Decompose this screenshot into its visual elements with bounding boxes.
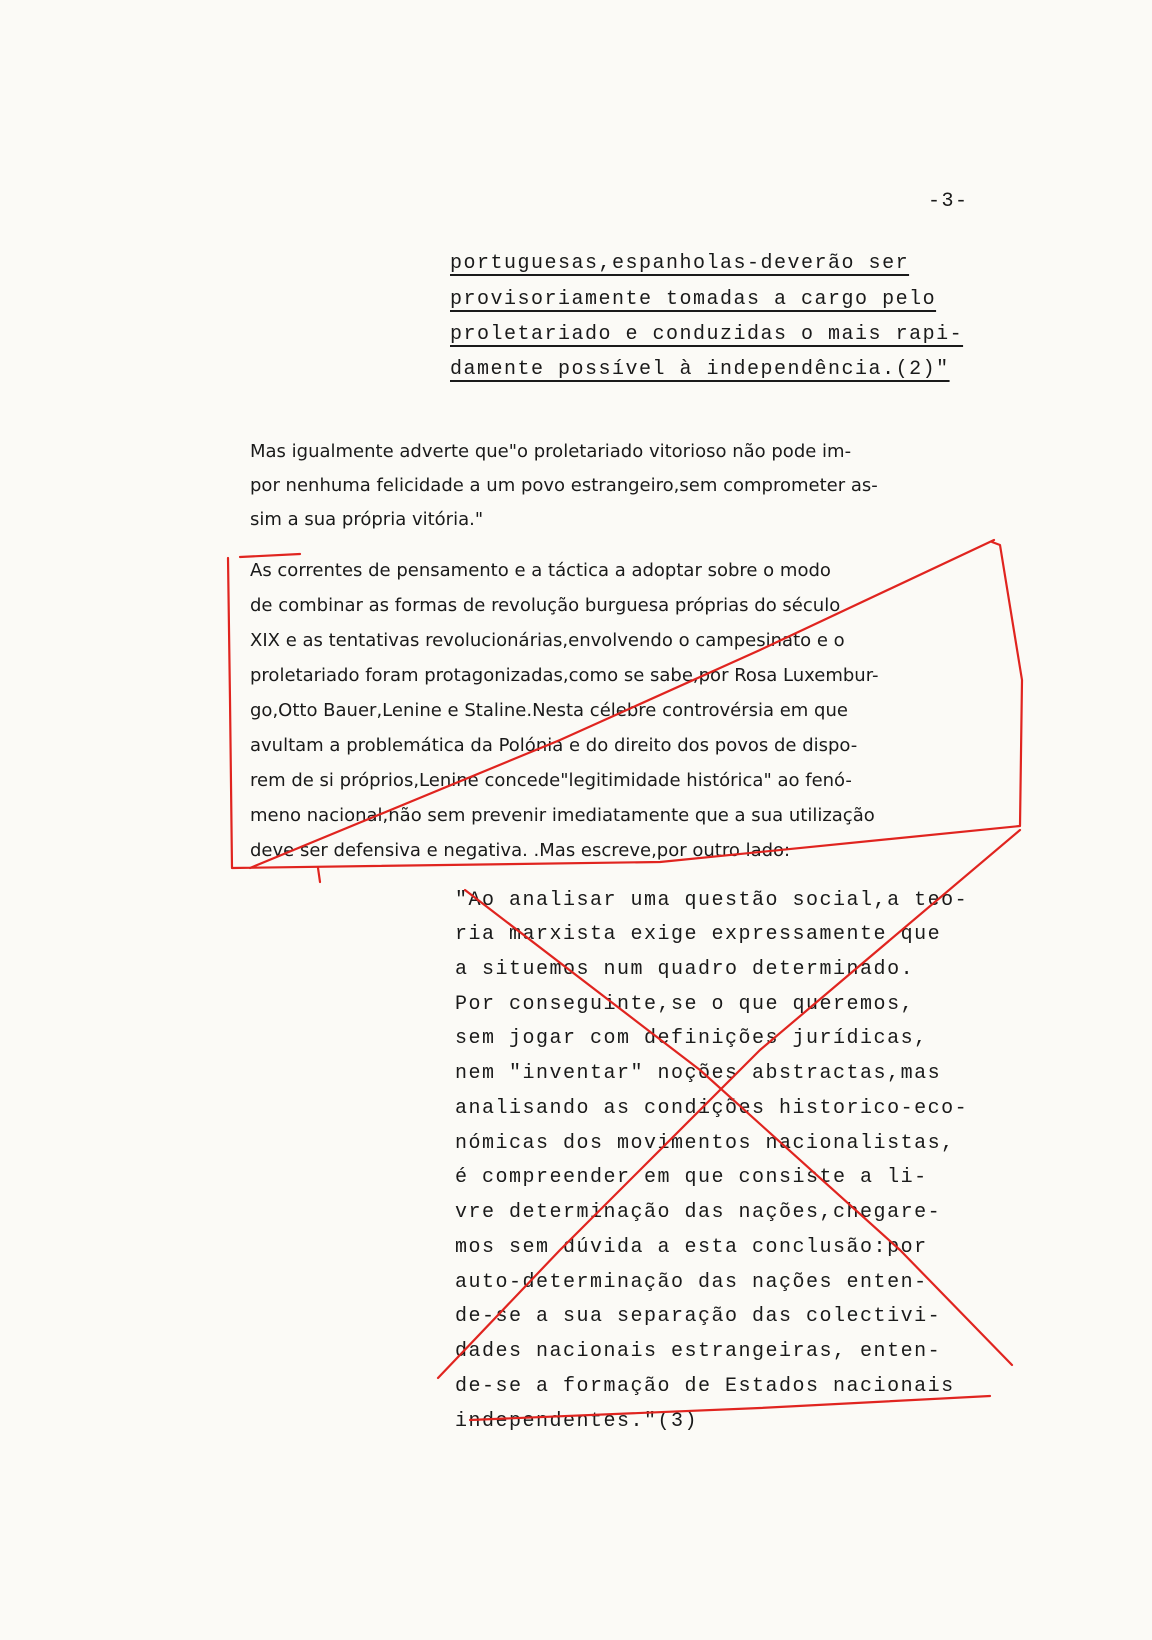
paragraph-line: go,Otto Bauer,Lenine e Staline.Nesta célebre controvérsia em que bbox=[250, 700, 848, 721]
paragraph-line: de combinar as formas de revolução burguesa próprias do século bbox=[250, 595, 841, 616]
quote-line: de-se a sua separação das colectivi- bbox=[455, 1305, 942, 1328]
quote-line: provisoriamente tomadas a cargo pelo bbox=[450, 288, 937, 311]
quote-line: nómicas dos movimentos nacionalistas, bbox=[455, 1132, 955, 1155]
quote-line: vre determinação das nações,chegare- bbox=[455, 1201, 942, 1224]
quote-line: é compreender em que consiste a li- bbox=[455, 1166, 928, 1189]
quote-line: dades nacionais estrangeiras, enten- bbox=[455, 1340, 942, 1363]
quote-line: ria marxista exige expressamente que bbox=[455, 923, 942, 946]
page-number: -3- bbox=[928, 190, 969, 213]
paragraph-line: rem de si próprios,Lenine concede"legitimidade histórica" ao fenó- bbox=[250, 770, 852, 791]
paragraph-line: por nenhuma felicidade a um povo estrangeiro,sem comprometer as- bbox=[250, 475, 878, 496]
paragraph-line: sim a sua própria vitória." bbox=[250, 509, 484, 530]
quote-line: proletariado e conduzidas o mais rapi- bbox=[450, 323, 964, 346]
quote-line: independentes."(3) bbox=[455, 1410, 699, 1433]
paragraph-line: meno nacional,não sem prevenir imediatamente que a sua utilização bbox=[250, 805, 875, 826]
quote-line: analisando as condições historico-eco- bbox=[455, 1097, 969, 1120]
annotation-box-tick bbox=[318, 868, 320, 882]
quote-line: "Ao analisar uma questão social,a teo- bbox=[455, 889, 969, 912]
quote-line: damente possível à independência.(2)" bbox=[450, 358, 950, 381]
quote-line: a situemos num quadro determinado. bbox=[455, 958, 915, 981]
quote-line: nem "inventar" noções abstractas,mas bbox=[455, 1062, 942, 1085]
quote-line: portuguesas,espanholas-deverão ser bbox=[450, 252, 910, 275]
paragraph-line: proletariado foram protagonizadas,como se sabe,por Rosa Luxembur- bbox=[250, 665, 879, 686]
paragraph-line: deve ser defensiva e negativa. .Mas escreve,por outro lado: bbox=[250, 840, 791, 861]
paragraph-line: XIX e as tentativas revolucionárias,envolvendo o campesinato e o bbox=[250, 630, 845, 651]
quote-line: sem jogar com definições jurídicas, bbox=[455, 1027, 928, 1050]
quote-line: auto-determinação das nações enten- bbox=[455, 1271, 928, 1294]
paragraph-line: As correntes de pensamento e a táctica a adoptar sobre o modo bbox=[250, 560, 831, 581]
annotation-box-top bbox=[240, 554, 300, 557]
quote-line: de-se a formação de Estados nacionais bbox=[455, 1375, 955, 1398]
paragraph-line: avultam a problemática da Polónia e do direito dos povos de dispo- bbox=[250, 735, 858, 756]
quote-line: Por conseguinte,se o que queremos, bbox=[455, 993, 915, 1016]
quote-line: mos sem dúvida a esta conclusão:por bbox=[455, 1236, 928, 1259]
paragraph-line: Mas igualmente adverte que"o proletariado vitorioso não pode im- bbox=[250, 441, 852, 462]
